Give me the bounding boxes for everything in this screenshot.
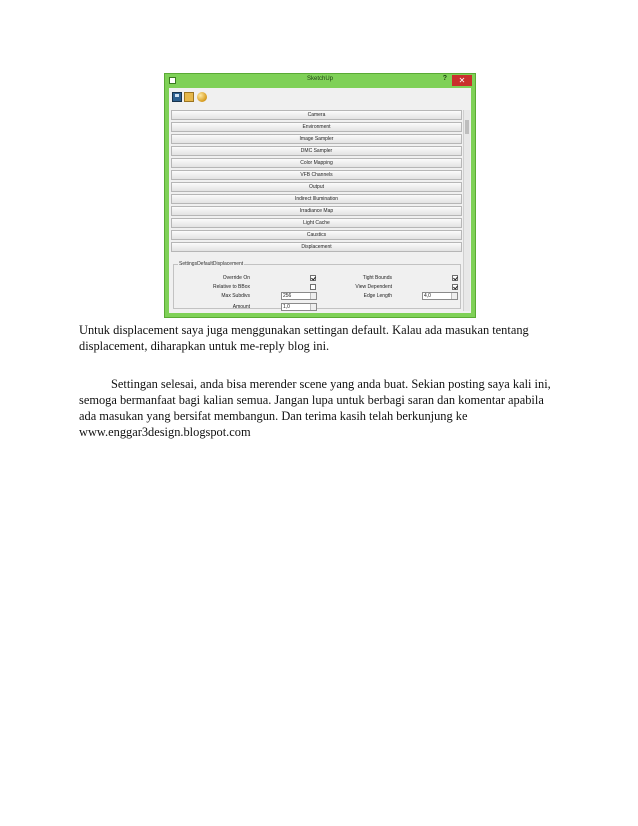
- scrollbar-thumb: [465, 120, 469, 134]
- rollout-output: Output: [171, 182, 462, 192]
- rollout-image-sampler: Image Sampler: [171, 134, 462, 144]
- spinner-arrows-icon: [451, 293, 457, 299]
- spinner-arrows-icon: [310, 304, 316, 310]
- rollout-indirect-illumination: Indirect Illumination: [171, 194, 462, 204]
- help-icon: ?: [442, 75, 447, 82]
- text-line: ada masukan yang bersifat membangun. Dan terima kasih telah berkunjung ke: [79, 409, 468, 423]
- window-toolbar: [169, 88, 471, 108]
- text-line: semoga bermanfaat bagi kalian semua. Jangan lupa untuk berbagi saran dan komentar apabila: [79, 393, 544, 407]
- amount-value: 1,0: [283, 304, 290, 310]
- text-line: displacement, diharapkan untuk me-reply blog ini.: [79, 339, 330, 353]
- text-line: Settingan selesai, anda bisa merender scene yang anda buat. Sekian posting saya kali ini,: [111, 377, 551, 391]
- sketchup-window-screenshot: [164, 73, 476, 318]
- edge-length-label: Edge Length: [363, 293, 392, 299]
- save-icon: [172, 92, 182, 102]
- rollout-caustics: Caustics: [171, 230, 462, 240]
- sphere-icon: [197, 92, 207, 102]
- window-titlebar: [165, 74, 475, 88]
- open-icon: [184, 92, 194, 102]
- max-subdivs-spinner: [281, 292, 317, 300]
- amount-spinner: [281, 303, 317, 311]
- paragraph-closing: [79, 376, 569, 440]
- window-client-area: [169, 88, 471, 313]
- rollout-vfb-channels: VFB Channels: [171, 170, 462, 180]
- relative-to-bbox-checkbox: [310, 284, 316, 290]
- paragraph-displacement: [79, 322, 569, 354]
- tight-bounds-checkbox: [452, 275, 458, 281]
- rollout-dmc-sampler: DMC Sampler: [171, 146, 462, 156]
- edge-length-value: 4,0: [424, 293, 431, 299]
- override-on-checkbox: [310, 275, 316, 281]
- tight-bounds-label: Tight Bounds: [362, 275, 392, 281]
- view-dependent-label: View Dependent: [355, 284, 392, 290]
- rollout-light-cache: Light Cache: [171, 218, 462, 228]
- rollout-displacement: Displacement: [171, 242, 462, 252]
- window-scrollbar: [463, 110, 470, 311]
- spinner-arrows-icon: [310, 293, 316, 299]
- rollout-camera: Camera: [171, 110, 462, 120]
- rollout-color-mapping: Color Mapping: [171, 158, 462, 168]
- override-on-label: Override On: [222, 275, 250, 281]
- amount-label: Amount: [232, 304, 250, 310]
- close-icon: ✕: [452, 75, 472, 86]
- max-subdivs-value: 256: [283, 293, 292, 299]
- view-dependent-checkbox: [452, 284, 458, 290]
- edge-length-spinner: [422, 292, 458, 300]
- text-line: Untuk displacement saya juga menggunakan settingan default. Kalau ada masukan tentang: [79, 323, 529, 337]
- group-title: SettingsDefaultDisplacement: [179, 261, 244, 267]
- rollout-environment: Environment: [171, 122, 462, 132]
- window-title: SketchUp: [306, 76, 333, 82]
- rollout-list: [171, 110, 462, 254]
- displacement-settings-group: [173, 261, 461, 310]
- relative-to-bbox-label: Relative to BBox: [213, 284, 250, 290]
- blog-url-text: www.enggar3design.blogspot.com: [79, 425, 251, 439]
- rollout-irradiance-map: Irradiance Map: [171, 206, 462, 216]
- max-subdivs-label: Max Subdivs: [221, 293, 250, 299]
